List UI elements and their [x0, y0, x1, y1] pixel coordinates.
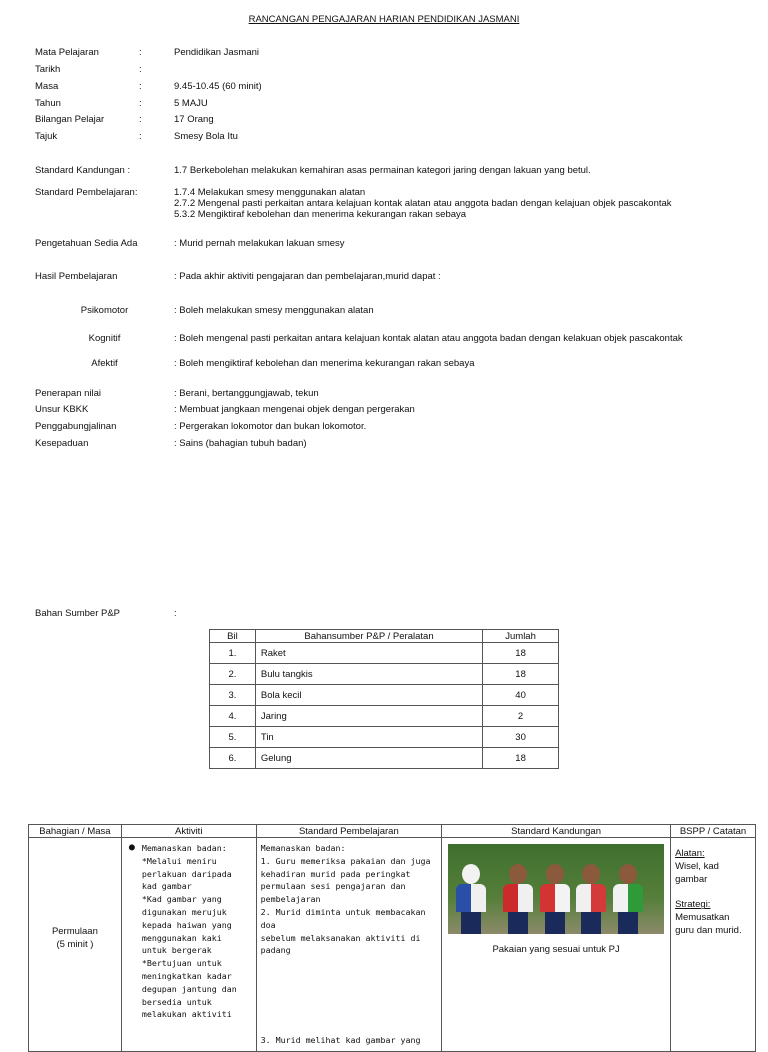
student-figure: [613, 864, 643, 934]
cell-bil: 6.: [210, 748, 256, 769]
info-label-mata-pelajaran: Mata Pelajaran: [35, 47, 99, 58]
other-value: : Berani, bertanggungjawab, tekun: [174, 388, 319, 399]
bahan-label: Bahan Sumber P&P: [35, 608, 121, 619]
other-label: Penerapan nilai: [35, 388, 102, 399]
sp-line: 3. Murid melihat kad gambar yang: [260, 1035, 421, 1046]
cell-bil: 5.: [210, 727, 256, 748]
column-header: Bil: [210, 630, 256, 643]
cell-jumlah: 40: [483, 685, 559, 706]
cell-item: Bola kecil: [255, 685, 482, 706]
students-uniform-photo: [448, 844, 664, 934]
info-label-tahun: Tahun: [35, 98, 61, 109]
sp-line: kehadiran murid pada peringkat: [260, 868, 411, 879]
bahan-colon: :: [174, 608, 177, 619]
list-item: *Bertujuan untuk: [141, 958, 222, 969]
list-item: *Melalui meniru: [141, 855, 217, 866]
domain-value-afektif: : Boleh mengiktiraf kebolehan dan menerima kekurangan rakan sebaya: [174, 358, 475, 369]
info-label-masa: Masa: [35, 81, 59, 92]
table-header-row: [210, 630, 559, 643]
cell-jumlah: 2: [483, 706, 559, 727]
other-label: Unsur KBKK: [35, 404, 89, 415]
cell-bil: 2.: [210, 664, 256, 685]
other-label: Kesepaduan: [35, 438, 89, 449]
domain-label-afektif: Afektif: [91, 358, 118, 369]
student-figure: [456, 864, 486, 934]
list-item: *Kad gambar yang: [141, 894, 222, 905]
cell-bil: 1.: [210, 643, 256, 664]
pengetahuan-label: Pengetahuan Sedia Ada: [35, 238, 138, 249]
list-item: kad gambar: [141, 881, 192, 892]
table-row: [29, 838, 756, 1052]
strategi-line: Memusatkan: [675, 912, 730, 924]
resource-table: [209, 629, 559, 769]
list-item: [128, 842, 252, 855]
table-row: [210, 706, 559, 727]
cell-item: Bulu tangkis: [255, 664, 482, 685]
cell-jumlah: 18: [483, 748, 559, 769]
cell-standard-pembelajaran: [256, 838, 441, 1052]
table-row: [210, 643, 559, 664]
domain-label-kognitif: Kognitif: [88, 333, 121, 344]
column-header: Standard Kandungan: [442, 825, 671, 838]
info-value-mata-pelajaran: Pendidikan Jasmani: [174, 47, 260, 58]
info-colon: :: [139, 131, 142, 142]
aktiviti-heading: Memanaskan badan:: [141, 843, 227, 853]
alatan-line: gambar: [675, 873, 708, 885]
column-header: Jumlah: [483, 630, 559, 643]
column-header: Standard Pembelajaran: [256, 825, 441, 838]
bahagian-time: (5 minit ): [56, 938, 94, 950]
info-colon: :: [139, 81, 142, 92]
info-colon: :: [139, 114, 142, 125]
alatan-line: Wisel, kad: [675, 860, 719, 872]
cell-jumlah: 18: [483, 643, 559, 664]
list-item: perlakuan daripada: [141, 868, 232, 879]
info-label-bilangan-pelajar: Bilangan Pelajar: [35, 114, 105, 125]
student-figure: [503, 864, 533, 934]
other-value: : Sains (bahagian tubuh badan): [174, 438, 307, 449]
standard-pembelajaran-line: 2.7.2 Mengenal pasti perkaitan antara kelajuan kontak alatan atau anggota badan dengan kelajuan objek pascakontak: [174, 198, 672, 209]
other-value: : Pergerakan lokomotor dan bukan lokomotor.: [174, 421, 367, 432]
sp-line: Memanaskan badan:: [260, 843, 346, 853]
info-colon: :: [139, 98, 142, 109]
standard-pembelajaran-label: Standard Pembelajaran:: [35, 187, 138, 198]
list-item: bersedia untuk: [141, 996, 212, 1007]
table-row: [210, 664, 559, 685]
cell-item: Jaring: [255, 706, 482, 727]
other-label: Penggabungjalinan: [35, 421, 117, 432]
domain-label-psikomotor: Psikomotor: [80, 305, 129, 316]
info-label-tarikh: Tarikh: [35, 64, 61, 75]
cell-jumlah: 30: [483, 727, 559, 748]
list-item: untuk bergerak: [141, 945, 212, 956]
cell-bil: 4.: [210, 706, 256, 727]
list-item: digunakan merujuk: [141, 906, 227, 917]
domain-value-psikomotor: : Boleh melakukan smesy menggunakan alatan: [174, 305, 374, 316]
column-header: Bahansumber P&P / Peralatan: [255, 630, 482, 643]
standard-pembelajaran-line: 5.3.2 Mengiktiraf kebolehan dan menerima kekurangan rakan sebaya: [174, 209, 467, 220]
sp-line: pembelajaran: [260, 894, 321, 905]
domain-value-kognitif: : Boleh mengenal pasti perkaitan antara kelajuan kontak alatan atau anggota badan dengan kelakuan objek pascakontak: [174, 333, 683, 344]
table-row: [210, 727, 559, 748]
bullet-icon: ●: [128, 842, 135, 853]
column-header: Bahagian / Masa: [29, 825, 122, 838]
column-header: Aktiviti: [121, 825, 256, 838]
table-row: [210, 748, 559, 769]
cell-item: Raket: [255, 643, 482, 664]
cell-bahagian: [29, 838, 122, 1052]
info-colon: :: [139, 64, 142, 75]
info-value-masa: 9.45-10.45 (60 minit): [174, 81, 262, 92]
bahagian-name: Permulaan: [51, 926, 98, 937]
student-figure: [576, 864, 606, 934]
info-value-tajuk: Smesy Bola Itu: [174, 131, 238, 142]
info-colon: :: [139, 47, 142, 58]
student-figure: [540, 864, 570, 934]
sp-line: 1. Guru memeriksa pakaian dan juga: [260, 855, 431, 866]
strategi-label: Strategi:: [675, 899, 711, 911]
standard-kandungan-label: Standard Kandungan :: [35, 165, 131, 176]
list-item: meningkatkan kadar: [141, 970, 232, 981]
photo-caption: Pakaian yang sesuai untuk PJ: [492, 944, 620, 955]
list-item: melakukan aktiviti: [141, 1009, 232, 1020]
cell-aktiviti: [121, 838, 256, 1052]
alatan-label: Alatan:: [675, 848, 705, 859]
sp-line: sebelum melaksanakan aktiviti di padang: [260, 932, 421, 956]
list-item: kepada haiwan yang: [141, 919, 232, 930]
info-value-bilangan-pelajar: 17 Orang: [174, 114, 214, 125]
pengetahuan-value: : Murid pernah melakukan lakuan smesy: [174, 238, 345, 249]
sp-line: permulaan sesi pengajaran dan: [260, 881, 406, 892]
table-header-row: [29, 825, 756, 838]
standard-pembelajaran-line: 1.7.4 Melakukan smesy menggunakan alatan: [174, 187, 366, 198]
standard-kandungan-value: 1.7 Berkebolehan melakukan kemahiran asas permainan kategori jaring dengan lakuan yang betul.: [174, 165, 591, 176]
strategi-line: guru dan murid.: [675, 924, 742, 936]
list-item: degupan jantung dan: [141, 983, 237, 994]
lesson-table: [28, 824, 756, 1052]
cell-item: Gelung: [255, 748, 482, 769]
cell-item: Tin: [255, 727, 482, 748]
hasil-label: Hasil Pembelajaran: [35, 271, 118, 282]
sp-line: 2. Murid diminta untuk membacakan doa: [260, 906, 426, 930]
info-value-tahun: 5 MAJU: [174, 98, 208, 109]
hasil-value: : Pada akhir aktiviti pengajaran dan pembelajaran,murid dapat :: [174, 271, 441, 282]
list-item: menggunakan kaki: [141, 932, 222, 943]
column-header: BSPP / Catatan: [671, 825, 756, 838]
info-label-tajuk: Tajuk: [35, 131, 58, 142]
cell-catatan: [671, 838, 756, 1052]
cell-jumlah: 18: [483, 664, 559, 685]
other-value: : Membuat jangkaan mengenai objek dengan pergerakan: [174, 404, 415, 415]
cell-bil: 3.: [210, 685, 256, 706]
table-row: [210, 685, 559, 706]
document-title: RANCANGAN PENGAJARAN HARIAN PENDIDIKAN JASMANI: [248, 14, 520, 25]
cell-standard-kandungan: [442, 838, 671, 1052]
